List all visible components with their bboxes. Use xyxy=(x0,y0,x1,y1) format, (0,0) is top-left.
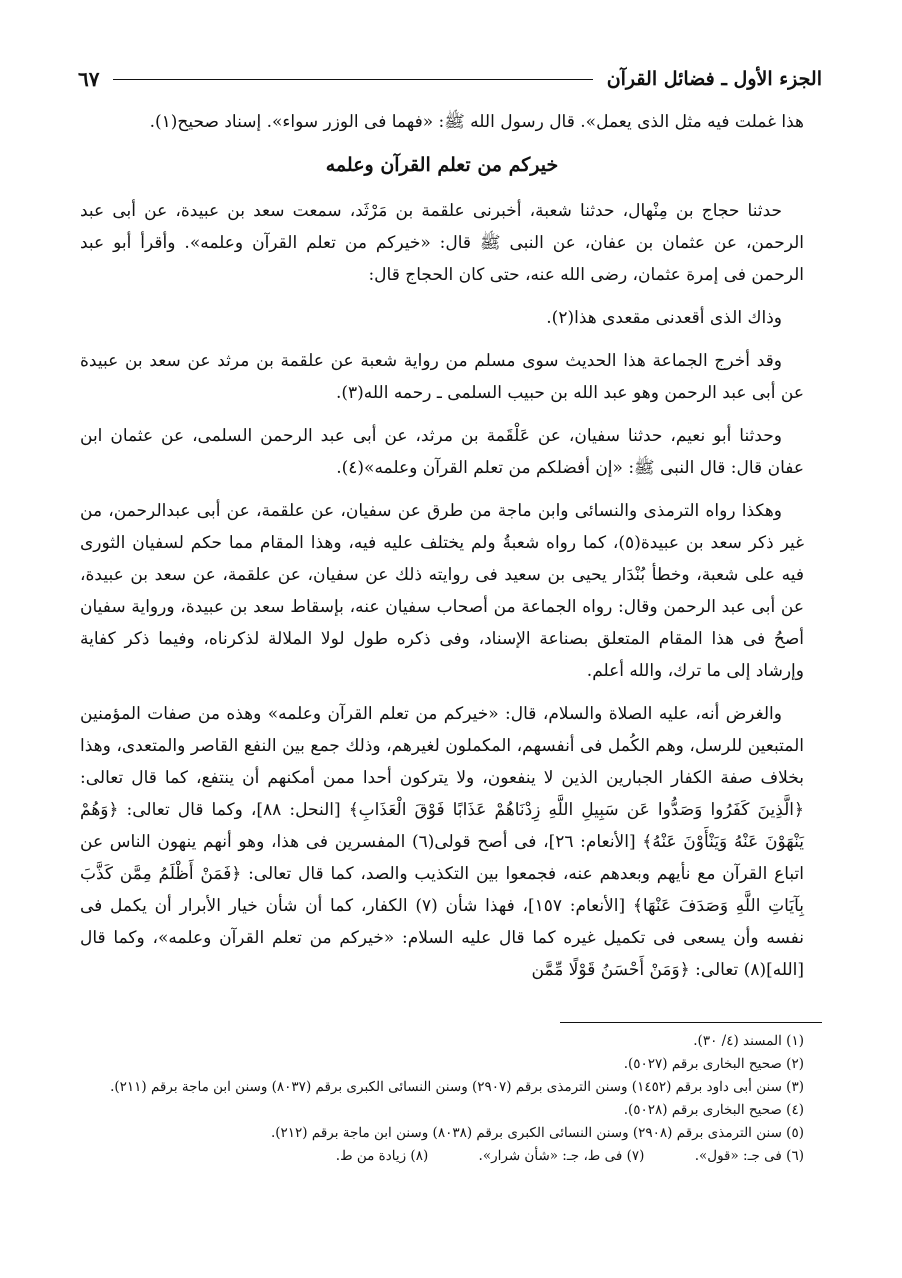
main-text xyxy=(80,106,804,997)
footnote: (٢) صحيح البخارى برقم (٥٠٢٧). xyxy=(623,1056,804,1072)
footnote-row xyxy=(80,1145,804,1168)
paragraph: والغرض أنه، عليه الصلاة والسلام، قال: «خيركم من تعلم القرآن وعلمه» وهذه من صفات المؤمنين المتبعين للرسل، وهم الكُمل فى أنفسهم، المكملون لغيرهم، وذلك جمع بين النفع القاصر والمتعدى، وهذا بخلاف صفة الكفار الجبارين الذين لا ينفعون، ولا يتركون أحدا ممن أمكنهم أن ينتفع، كما قال تعالى: ﴿الَّذِينَ كَفَرُوا وَصَدُّوا عَن سَبِيلِ اللَّهِ زِدْنَاهُمْ عَذَابًا فَوْقَ الْعَذَابِ﴾ [النحل: ٨٨]، وكما قال تعالى: ﴿وَهُمْ يَنْهَوْنَ عَنْهُ وَيَنْأَوْنَ عَنْهُ﴾ [الأنعام: ٢٦]، فى أصح قولى(٦) المفسرين فى هذا، وهو أنهم ينهون الناس عن اتباع القرآن مع نأيهم وبعدهم عنه، فجمعوا بين التكذيب والصد، كما قال تعالى: ﴿فَمَنْ أَظْلَمُ مِمَّن كَذَّبَ بِآيَاتِ اللَّهِ وَصَدَفَ عَنْهَا﴾ [الأنعام: ١٥٧]، فهذا شأن (٧) الكفار، كما أن شأن خيار الأبرار أن يكمل فى نفسه وأن يسعى فى تكميل غيره كما قال عليه السلام: «خيركم من تعلم القرآن وعلمه»، وكما قال [الله](٨) تعالى: ﴿وَمَنْ أَحْسَنُ قَوْلًا مِّمَّن xyxy=(80,704,804,980)
footnote: (١) المسند (٤/ ٣٠). xyxy=(693,1033,804,1049)
paragraph-continued: هذا غملت فيه مثل الذى يعمل». قال رسول الله ﷺ: «فهما فى الوزر سواء». إسناد صحيح(١). xyxy=(149,112,804,132)
running-title: الجزء الأول ـ فضائل القرآن xyxy=(606,68,822,90)
footnote: (٥) سنن الترمذى برقم (٢٩٠٨) وسنن النسائى الكبرى برقم (٨٠٣٨) وسنن ابن ماجة برقم (٢١٢). xyxy=(270,1125,804,1141)
footnote: (٤) صحيح البخارى برقم (٥٠٢٨). xyxy=(623,1102,804,1118)
paragraph: وهكذا رواه الترمذى والنسائى وابن ماجة من طرق عن سفيان، عن علقمة، عن أبى عبدالرحمن، من غير ذكر سعد بن عبيدة(٥)، كما رواه شعبةُ ولم يختلف عليه فيه، وهذا المقام مما حكم لسفيان الثورى فيه على شعبة، وخطأ بُنْدَار يحيى بن سعيد فى روايته ذلك عن سفيان، عن علقمة، عن سعد بن عبيدة، عن أبى عبد الرحمن وقال: رواه الجماعة من أصحاب سفيان عنه، بإسقاط سعد بن عبيدة، ورواية سفيان أصحُ فى هذا المقام المتعلق بصناعة الإسناد، وفى ذكره طول لولا الملالة لذكرناه، وفيما ذكر كفاية وإرشاد إلى ما ترك، والله أعلم. xyxy=(80,501,804,681)
page-number: ٦٧ xyxy=(78,67,100,91)
footnotes xyxy=(80,1030,804,1168)
paragraph: وقد أخرج الجماعة هذا الحديث سوى مسلم من رواية شعبة عن علقمة بن مرثد عن سعد بن عبيدة عن أبى عبد الرحمن وهو عبد الله بن حبيب السلمى ـ رحمه الله(٣). xyxy=(80,351,804,403)
footnote: (٣) سنن أبى داود برقم (١٤٥٢) وسنن الترمذى برقم (٢٩٠٧) وسنن النسائى الكبرى برقم (٨٠٣٧) وسنن ابن ماجة برقم (٢١١). xyxy=(110,1079,804,1095)
footnote: (٦) فى جـ: «قول». xyxy=(694,1148,804,1164)
footnote: (٨) زيادة من ط. xyxy=(335,1148,429,1164)
footnote-rule xyxy=(560,1022,822,1023)
paragraph-verse: وذاك الذى أقعدنى مقعدى هذا(٢). xyxy=(546,308,782,328)
paragraph: حدثنا حجاج بن مِنْهال، حدثنا شعبة، أخبرنى علقمة بن مَرْثَد، سمعت سعد بن عبيدة، عن أبى عبد الرحمن، عن عثمان بن عفان، عن النبى ﷺ قال: «خيركم من تعلم القرآن وعلمه». وأقرأ أبو عبد الرحمن فى إمرة عثمان، رضى الله عنه، حتى كان الحجاج قال: xyxy=(80,201,804,285)
paragraph: وحدثنا أبو نعيم، حدثنا سفيان، عن عَلْقَمة بن مرثد، عن أبى عبد الرحمن السلمى، عن عثمان ابن عفان قال: قال النبى ﷺ: «إن أفضلكم من تعلم القرآن وعلمه»(٤). xyxy=(80,426,804,478)
section-title: خيركم من تعلم القرآن وعلمه xyxy=(325,154,559,176)
footnote: (٧) فى ط، جـ: «شأن شرار». xyxy=(478,1148,645,1164)
page-header xyxy=(78,62,822,96)
header-rule xyxy=(113,79,592,80)
